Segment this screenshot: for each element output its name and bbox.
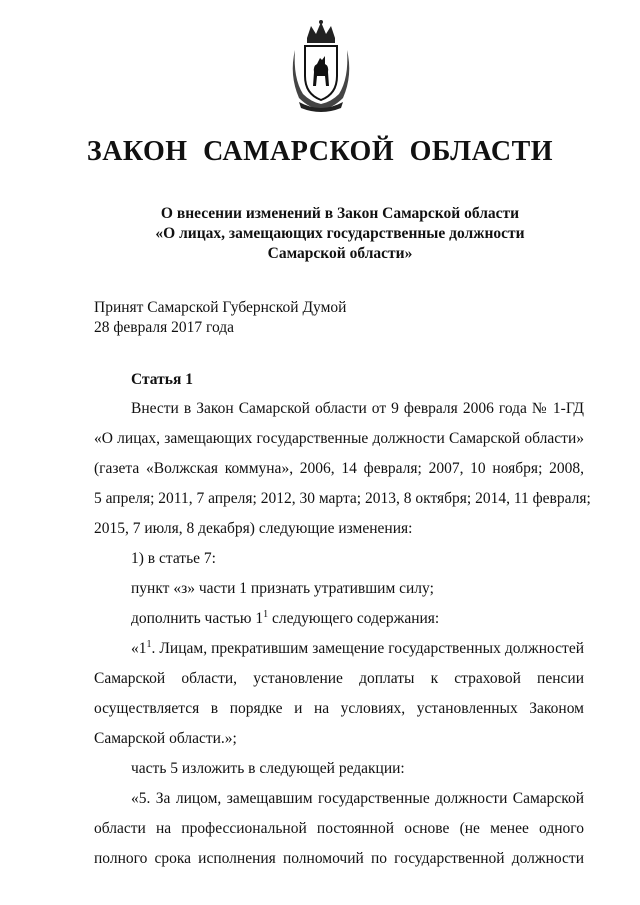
list-item: часть 5 изложить в следующей редакции: — [131, 760, 405, 777]
law-subtitle — [60, 204, 620, 264]
quote-line: осуществляется в порядке и на условиях, установленных Законом — [94, 700, 584, 717]
text-fragment: «1 — [131, 640, 147, 657]
law-title: ЗАКОН САМАРСКОЙ ОБЛАСТИ — [86, 136, 554, 167]
subtitle-line: О внесении изменений в Закон Самарской области — [160, 205, 520, 222]
text-fragment: следующего содержания: — [268, 610, 440, 627]
paragraph-line: 5 апреля; 2011, 7 апреля; 2012, 30 марта; 2013, 8 октября; 2014, 11 февраля; — [94, 490, 591, 507]
quote-line: Самарской области, установление доплаты к страховой пенсии — [94, 670, 584, 687]
list-item: пункт «з» части 1 признать утратившим силу; — [131, 580, 434, 597]
list-item — [94, 604, 584, 634]
article-body — [94, 394, 591, 874]
text-fragment: . Лицам, прекратившим замещение государственных должностей — [151, 640, 584, 657]
paragraph-line: «О лицах, замещающих государственные должности Самарской области» — [94, 430, 584, 447]
quote-line: «5. За лицом, замещавшим государственные должности Самарской — [131, 790, 584, 807]
quote-line: полного срока исполнения полномочий по государственной должности — [94, 850, 584, 867]
text-fragment: дополнить частью 1 — [131, 610, 264, 627]
superscript: 1 — [263, 609, 269, 620]
list-item: 1) в статье 7: — [131, 550, 216, 567]
subtitle-line: Самарской области» — [267, 245, 413, 262]
quote-line: Самарской области.»; — [94, 730, 237, 747]
paragraph-line: 2015, 7 июля, 8 декабря) следующие изменения: — [94, 520, 413, 537]
adoption-line: Принят Самарской Губернской Думой — [94, 299, 347, 316]
adoption-note — [94, 298, 346, 338]
coat-of-arms-icon — [287, 20, 355, 112]
quote-line — [94, 634, 584, 664]
adoption-date: 28 февраля 2017 года — [94, 319, 235, 336]
article-heading: Статья 1 — [131, 371, 193, 388]
paragraph-line: Внести в Закон Самарской области от 9 февраля 2006 года № 1-ГД — [131, 400, 584, 417]
paragraph-line: (газета «Волжская коммуна», 2006, 14 февраля; 2007, 10 ноября; 2008, — [94, 460, 584, 477]
superscript: 1 — [146, 639, 152, 650]
subtitle-line: «О лицах, замещающих государственные должности — [155, 225, 525, 242]
quote-line: области на профессиональной постоянной основе (не менее одного — [94, 820, 584, 837]
